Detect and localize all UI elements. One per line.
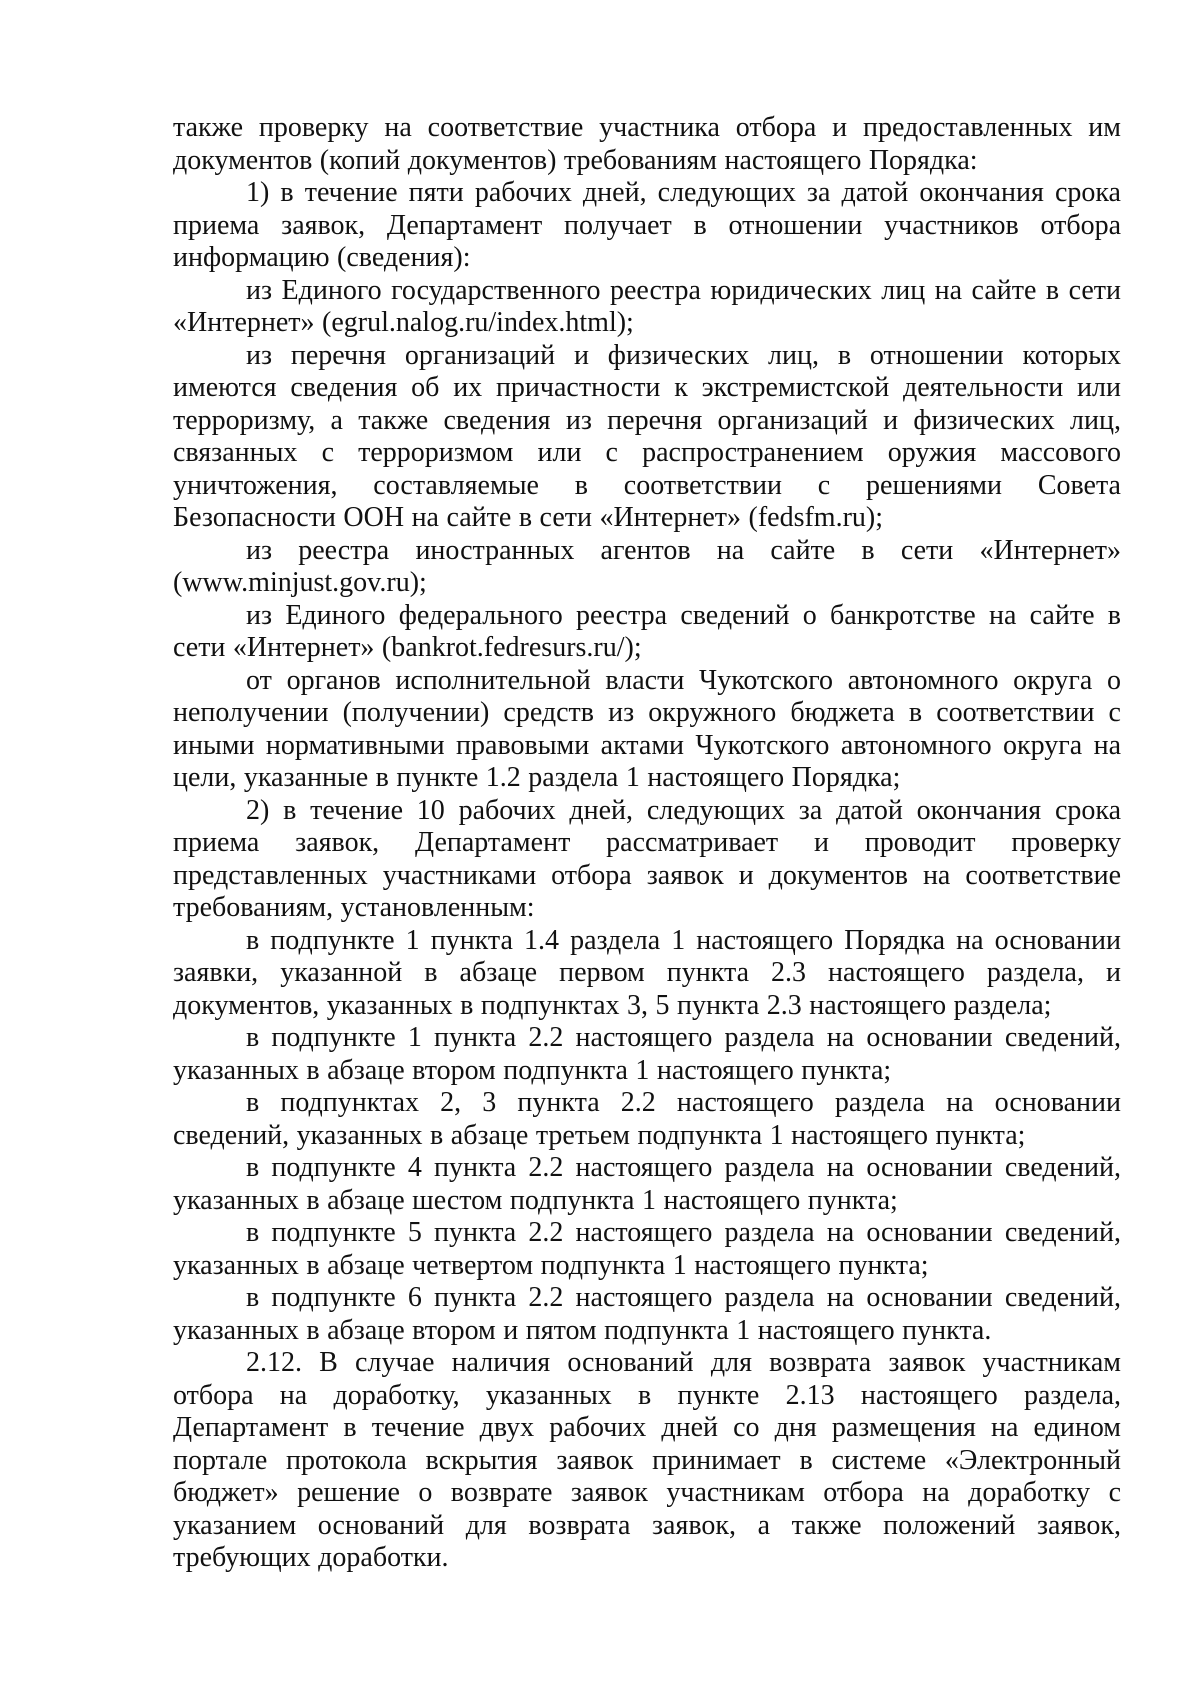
paragraph-item-1: 1) в течение пяти рабочих дней, следующих за датой окончания срока приема заявок, Департамент получает в отношении участников отбора информацию (сведения): — [173, 177, 1121, 273]
paragraph-continuation: также проверку на соответствие участника отбора и предоставленных им документов (копий документов) требованиям настоящего Порядка: — [173, 112, 1121, 176]
paragraph-bankruptcy: из Единого федерального реестра сведений о банкротстве на сайте в сети «Интернет» (bankrot.fedresurs.ru/); — [173, 599, 1121, 663]
paragraph-section-2-12: 2.12. В случае наличия оснований для возврата заявок участникам отбора на доработку, указанных в пункте 2.13 настоящего раздела, Департамент в течение двух рабочих дней со дня размещения на едином портале протокола вскрытия заявок принимает в системе «Электронный бюджет» решение о возврате заявок участникам отбора на доработку с указанием оснований для возврата заявок, а также положений заявок, требующих доработки. — [173, 1347, 1121, 1573]
paragraph-subitem-2-2-5: в подпункте 5 пункта 2.2 настоящего раздела на основании сведений, указанных в абзаце четвертом подпункта 1 настоящего пункта; — [173, 1217, 1121, 1281]
paragraph-subitem-2-2-1: в подпункте 1 пункта 2.2 настоящего раздела на основании сведений, указанных в абзаце втором подпункта 1 настоящего пункта; — [173, 1022, 1121, 1086]
paragraph-subitem-2-2-4: в подпункте 4 пункта 2.2 настоящего раздела на основании сведений, указанных в абзаце шестом подпункта 1 настоящего пункта; — [173, 1152, 1121, 1216]
document-body — [173, 112, 1121, 1575]
paragraph-subitem-2-2-6: в подпункте 6 пункта 2.2 настоящего раздела на основании сведений, указанных в абзаце втором и пятом подпункта 1 настоящего пункта. — [173, 1282, 1121, 1346]
paragraph-subitem-1-4: в подпункте 1 пункта 1.4 раздела 1 настоящего Порядка на основании заявки, указанной в абзаце первом пункта 2.3 настоящего раздела, и документов, указанных в подпунктах 3, 5 пункта 2.3 настоящего раздела; — [173, 924, 1121, 1021]
paragraph-executive-bodies: от органов исполнительной власти Чукотского автономного округа о неполучении (получении) средств из окружного бюджета в соответствии с иными нормативными правовыми актами Чукотского автономного округа на цели, указанные в пункте 1.2 раздела 1 настоящего Порядка; — [173, 664, 1121, 793]
paragraph-foreign-agents: из реестра иностранных агентов на сайте в сети «Интернет» (www.minjust.gov.ru); — [173, 534, 1121, 598]
paragraph-subitem-2-2-2-3: в подпунктах 2, 3 пункта 2.2 настоящего раздела на основании сведений, указанных в абзаце третьем подпункта 1 настоящего пункта; — [173, 1087, 1121, 1151]
paragraph-extremism-list: из перечня организаций и физических лиц, в отношении которых имеются сведения об их причастности к экстремистской деятельности или терроризму, а также сведения из перечня организаций и физических лиц, связанных с терроризмом или с распространением оружия массового уничтожения, составляемые в соответствии с решениями Совета Безопасности ООН на сайте в сети «Интернет» (fedsfm.ru); — [173, 339, 1121, 533]
paragraph-item-2: 2) в течение 10 рабочих дней, следующих за датой окончания срока приема заявок, Департамент рассматривает и проводит проверку представленных участниками отбора заявок и документов на соответствие требованиям, установленным: — [173, 794, 1121, 923]
paragraph-egrul: из Единого государственного реестра юридических лиц на сайте в сети «Интернет» (egrul.nalog.ru/index.html); — [173, 274, 1121, 338]
